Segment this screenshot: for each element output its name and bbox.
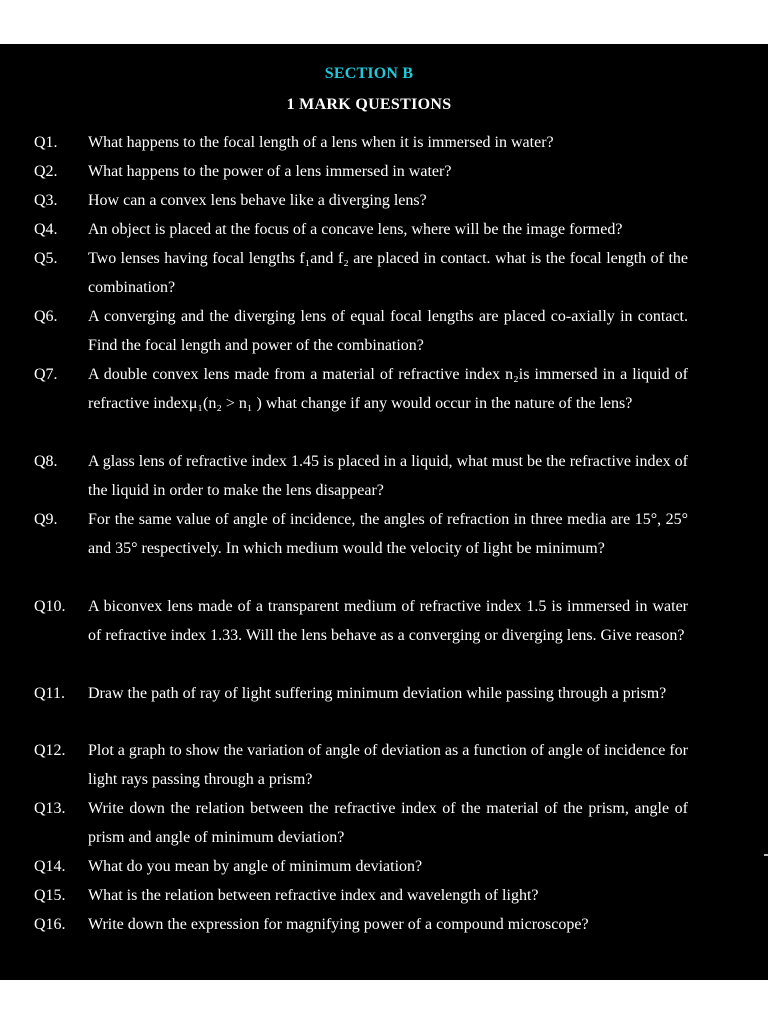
question-number: Q9. — [34, 511, 58, 528]
question-number: Q14. — [34, 858, 66, 875]
question-text: Two lenses having focal lengths f₁and f₂ are placed in contact. what is the focal length of the combination? — [88, 250, 688, 296]
question-number: Q3. — [34, 192, 58, 209]
question-text: How can a convex lens behave like a diverging lens? — [88, 192, 427, 209]
question-number: Q6. — [34, 308, 58, 325]
page-edge-mark — [764, 854, 768, 856]
question-number: Q8. — [34, 453, 58, 470]
question-text: A biconvex lens made of a transparent medium of refractive index 1.5 is immersed in water of refractive index 1.33. Will the lens behave as a converging or diverging lens. Give reason? — [88, 598, 688, 644]
question-number: Q10. — [34, 598, 66, 615]
question-text: Write down the expression for magnifying power of a compound microscope? — [88, 916, 589, 933]
question-text: Plot a graph to show the variation of angle of deviation as a function of angle of incidence for light rays passing through a prism? — [88, 742, 688, 788]
question-text: An object is placed at the focus of a concave lens, where will be the image formed? — [88, 221, 623, 238]
document-page — [0, 44, 768, 980]
question-text: A double convex lens made from a material of refractive index n₂is immersed in a liquid of refractive indexμ₁(n₂ > n₁ ) what change if any would occur in the nature of the lens? — [88, 366, 688, 412]
question-number: Q4. — [34, 221, 58, 238]
question-text: Draw the path of ray of light suffering minimum deviation while passing through a prism? — [88, 685, 667, 702]
question-number: Q2. — [34, 163, 58, 180]
question-number: Q11. — [34, 685, 65, 702]
question-text: For the same value of angle of incidence, the angles of refraction in three media are 15°, 25° and 35° respectively. In which medium would the velocity of light be minimum? — [88, 511, 688, 557]
section-title: SECTION B — [324, 65, 414, 82]
question-number: Q5. — [34, 250, 58, 267]
question-number: Q15. — [34, 887, 66, 904]
question-list — [0, 44, 768, 980]
question-text: What is the relation between refractive index and wavelength of light? — [88, 887, 539, 904]
question-text: What happens to the power of a lens immersed in water? — [88, 163, 452, 180]
question-text: Write down the relation between the refractive index of the material of the prism, angle of prism and angle of minimum deviation? — [88, 800, 688, 846]
question-number: Q16. — [34, 916, 66, 933]
question-text: A converging and the diverging lens of equal focal lengths are placed co-axially in contact. Find the focal length and power of the combination? — [88, 308, 688, 354]
question-text: What happens to the focal length of a lens when it is immersed in water? — [88, 134, 554, 151]
question-number: Q13. — [34, 800, 66, 817]
question-number: Q7. — [34, 366, 58, 383]
question-number: Q12. — [34, 742, 66, 759]
question-text: A glass lens of refractive index 1.45 is placed in a liquid, what must be the refractive index of the liquid in order to make the lens disappear? — [88, 453, 688, 499]
question-text: What do you mean by angle of minimum deviation? — [88, 858, 423, 875]
page-subtitle: 1 MARK QUESTIONS — [286, 96, 452, 113]
question-number: Q1. — [34, 134, 58, 151]
